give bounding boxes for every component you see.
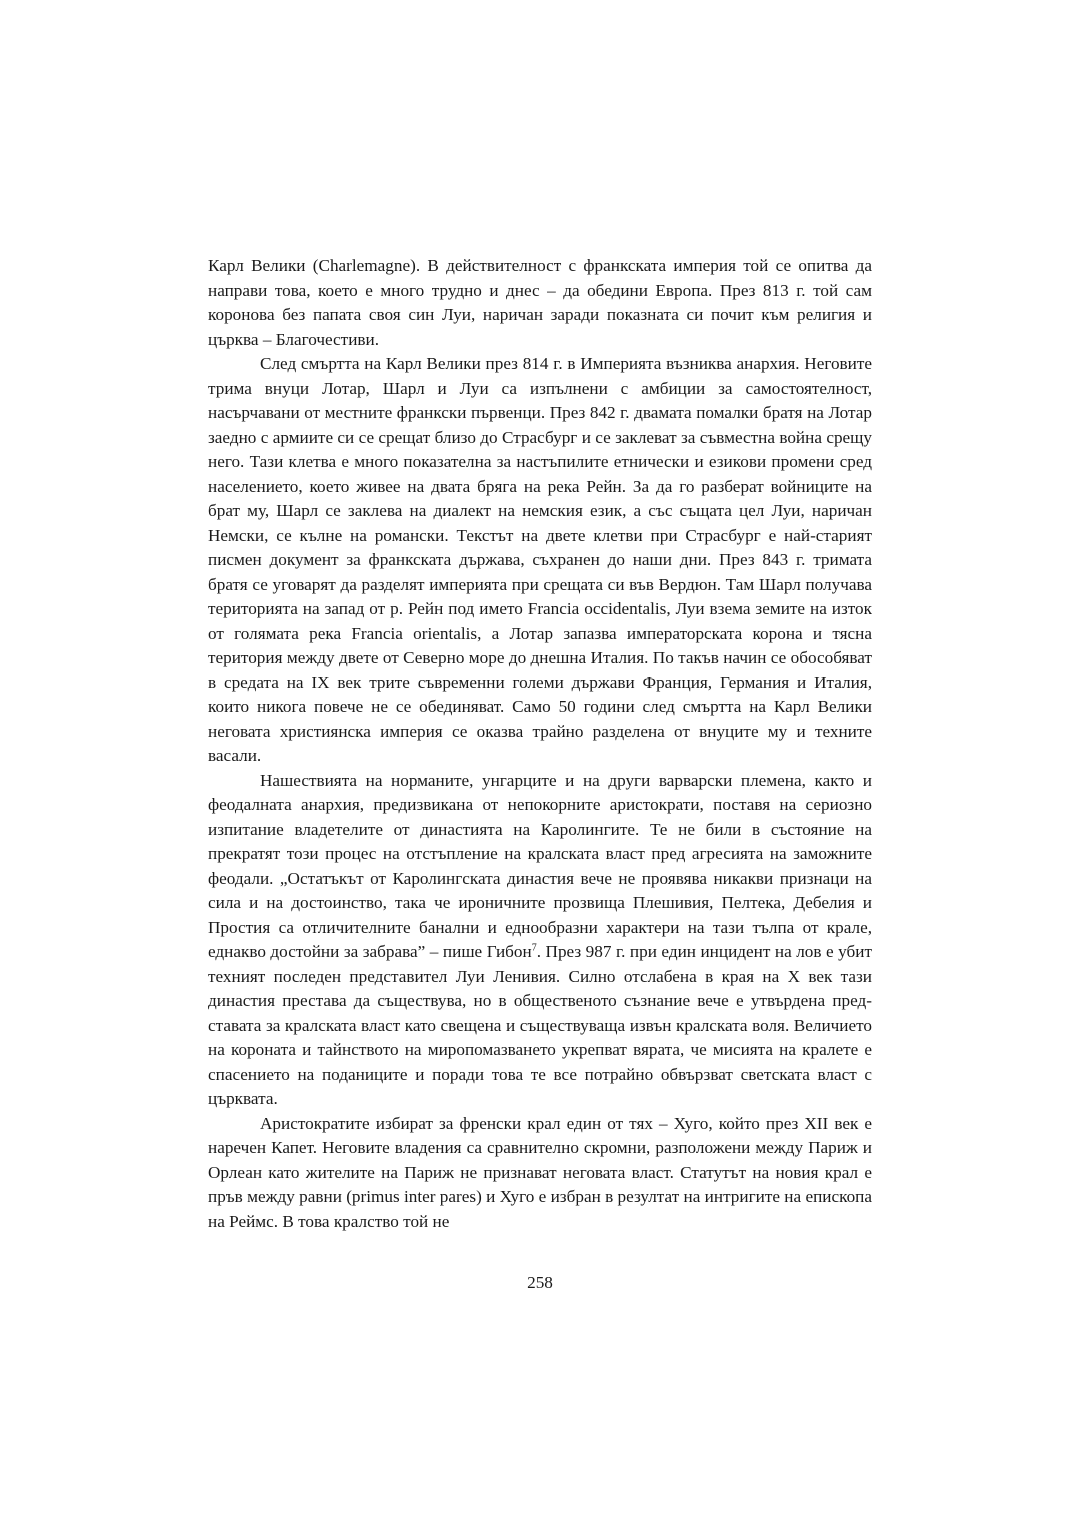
paragraph-1: Карл Велики (Charlemagne). В действителност с франкската империя той се опитва да направи това, което е много трудно и днес – да обедини Европа. През 813 г. той сам коронова без папата своя син Луи, наричан заради показната си почит към религия и църква – Благочестиви. — [208, 256, 872, 349]
paragraph-4: Аристократите избират за френски крал един от тях – Хуго, който през XII век е наречен Капет. Неговите владения са сравнително скромни, разположени между Париж и Орлеан като жителите на Париж не признават неговата власт. Статутът на новия крал е пръв между равни (primus inter pares) и Хуго е избран в резултат на интригите на епископа на Реймс. В това кралство той не — [208, 1113, 872, 1231]
footnote-reference[interactable]: 7 — [531, 942, 537, 954]
body-text — [208, 254, 872, 1234]
paragraph-3-text-a: Нашествията на норманите, унгарците и на други варварски племена, както и феодалната анархия, предизвикана от непокорните аристократи, поставя на сериозно изпитание владетелите от династията на Каролингите. Те не били в състояние на прекратят този процес на отстъпление на кралската власт пред агресията на заможните феодали. „Остатъкът от Каролингската династия вече не проявява никакви признаци на сила и на достоинство, така че ироничните прозвища Плешивия, Пелтека, Дебелия и Простия са отличителните банални и еднообразни характери на тази тълпа от крале, еднакво достойни за забрава” – пише Гибон — [208, 770, 872, 961]
page-number: 258 — [527, 1273, 553, 1292]
paragraph-2: След смъртта на Карл Велики през 814 г. в Империята възниква анархия. Неговите трима внуци Лотар, Шарл и Луи са изпълнени с амбиции за самостоятелност, насърчавани от местните франкски първенци. През 842 г. двамата помалки братя на Лотар заедно с армиите си се срещат близо до Страсбург и се заклеват за съвместна война срещу него. Тази клетва е много показателна за настъпилите етнически и езикови промени сред населението, което живее на двата бряга на река Рейн. За да го разберат войниците на брат му, Шарл се заклева на диалект на немския език, а със същата цел Луи, наричан Немски, се кълне на романски. Текстът на двете клетви при Страсбург е най-старият писмен документ за франкската държава, съхранен до наши дни. През 843 г. тримата братя се уговарят да разделят империята при срещата си във Вердюн. Там Шарл получава територията на запад от р. Рейн под името Francia occidentalis, Луи взема земите на изток от голямата река Francia orientalis, а Лотар запазва императорската корона и тясна територия между двете от Северно море до днешна Италия. По такъв начин се обособяват в средата на IX век трите съвременни големи държави Франция, Германия и Италия, които никога повече не се обединяват. Само 50 години след смъртта на Карл Велики неговата християнска империя се оказва трайно разделена от внуците му и техните васали. — [208, 354, 872, 765]
paragraph-3-text-b: . През 987 г. при един инцидент на лов е убит техният последен представител Луи Ленивия. Силно отслабена в края на Х век тази династия престава да съществува, но в общественото съзнание вече е утвърдена представата за кралската власт като свещена и съществуваща извън кралската воля. Величието на короната и тайнството на миропомазването укрепват вярата, че мисията на кралете е спасението на поданиците и поради това те все потрайно обвързват светската власт с църквата. — [208, 942, 872, 1108]
paragraph-3 — [208, 769, 872, 1112]
